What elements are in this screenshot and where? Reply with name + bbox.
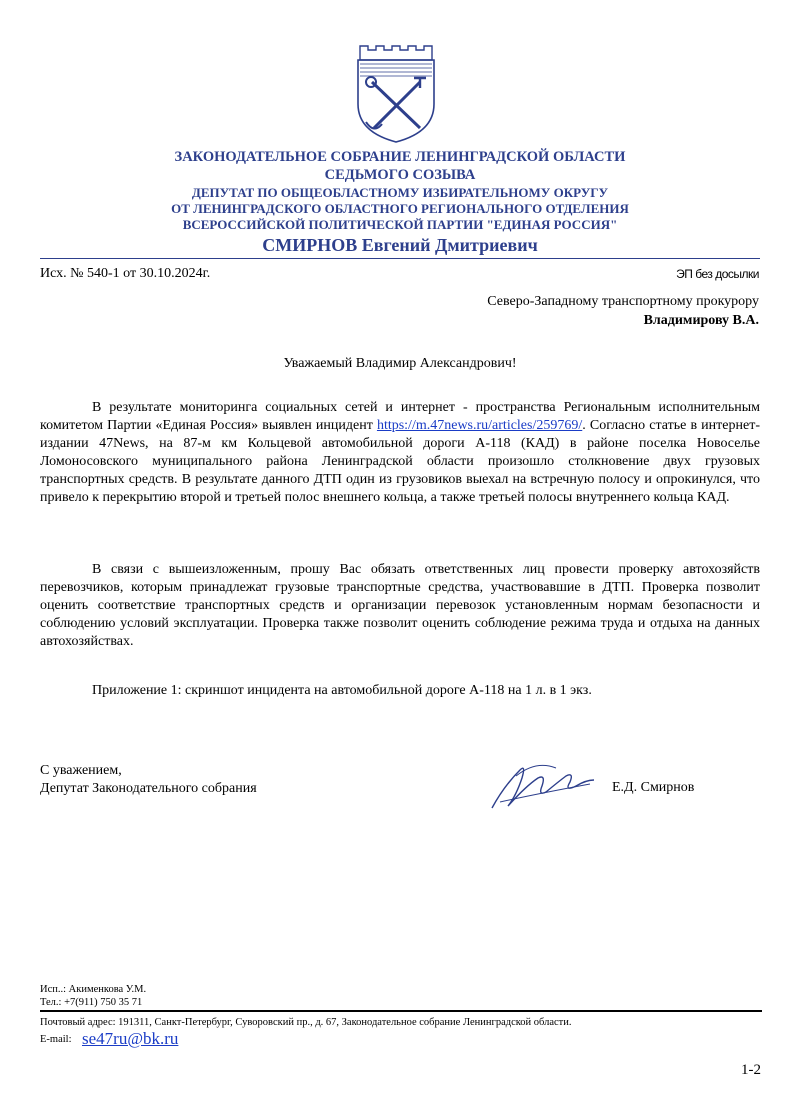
signer-name: Е.Д. Смирнов (612, 780, 695, 795)
header-branch: ОТ ЛЕНИНГРАДСКОГО ОБЛАСТНОГО РЕГИОНАЛЬНОГО ОТДЕЛЕНИЯ (171, 201, 629, 216)
closing-position: Депутат Законодательного собрания (40, 781, 257, 796)
postal-address: Почтовый адрес: 191311, Санкт-Петербург, Суворовский пр., д. 67, Законодательное собрание Ленинградской области. (40, 1017, 572, 1028)
addressee-name: Владимирову В.А. (643, 313, 759, 328)
page-number: 1-2 (741, 1062, 761, 1078)
paragraph-2: В связи с вышеизложенным, прошу Вас обязать ответственных лиц провести проверку автохозяйств перевозчиков, которым принадлежат грузовые транспортные средства, участвовавшие в ДТП. Проверка позволит оценить соответствие транспортных средств и организации перевозок установленным нормам безопасности и соблюдению условий эксплуатации. Проверка также позволит оценить соблюдение режима труда и отдыха на данных автохозяйствах. (40, 562, 760, 649)
header-divider (40, 258, 760, 259)
salutation: Уважаемый Владимир Александрович! (283, 356, 517, 371)
header-assembly: ЗАКОНОДАТЕЛЬНОЕ СОБРАНИЕ ЛЕНИНГРАДСКОЙ ОБЛАСТИ (174, 149, 626, 165)
handwritten-signature (486, 756, 596, 816)
paragraph-1-text-b: . Согласно статье в интернет-издании 47News, на 87-м км Кольцевой автомобильной дороги А-118 (КАД) в районе поселка Новоселье Ломоносовского муниципального района Ленинградской области произошло столкновение двух грузовых транспортных средств. В результате данного ДТП один из грузовиков выехал на встречную полосу и опрокинулся, что привело к перекрытию второй и третьей полос внешнего кольца, а также третьей полосы внутреннего кольца КАД. (40, 418, 760, 505)
header-party: ВСЕРОССИЙСКОЙ ПОЛИТИЧЕСКОЙ ПАРТИИ "ЕДИНАЯ РОССИЯ" (182, 217, 618, 232)
email-link[interactable]: se47ru@bk.ru (82, 1029, 179, 1048)
outgoing-number: Исх. № 540-1 от 30.10.2024г. (40, 266, 211, 281)
addressee-title: Северо-Западному транспортному прокурору (487, 294, 759, 309)
coat-of-arms-icon (354, 42, 438, 144)
executor-info: Исп..: Акименкова У.М. (40, 984, 147, 995)
paragraph-1-text-a: В результате мониторинга социальных сетей и интернет - пространства Региональным исполнительным комитетом Партии «Единая Россия» выявлен инцидент (40, 400, 760, 433)
closing-regards: С уважением, (40, 763, 122, 778)
paragraph-1 (40, 399, 760, 507)
closing-block (40, 762, 257, 798)
header-deputy: ДЕПУТАТ ПО ОБЩЕОБЛАСТНОМУ ИЗБИРАТЕЛЬНОМУ ОКРУГУ (191, 185, 609, 200)
header-convocation: СЕДЬМОГО СОЗЫВА (324, 167, 476, 183)
header-name: СМИРНОВ Евгений Дмитриевич (262, 235, 538, 255)
annex-note: Приложение 1: скриншот инцидента на автомобильной дороге А-118 на 1 л. в 1 экз. (92, 683, 592, 698)
email-label: E-mail: (40, 1034, 72, 1045)
article-link[interactable]: https://m.47news.ru/articles/259769/ (376, 418, 583, 433)
footer-divider (40, 1010, 762, 1012)
no-mail-note: ЭП без досылки (676, 267, 759, 281)
executor-phone: Тел.: +7(911) 750 35 71 (40, 997, 143, 1008)
